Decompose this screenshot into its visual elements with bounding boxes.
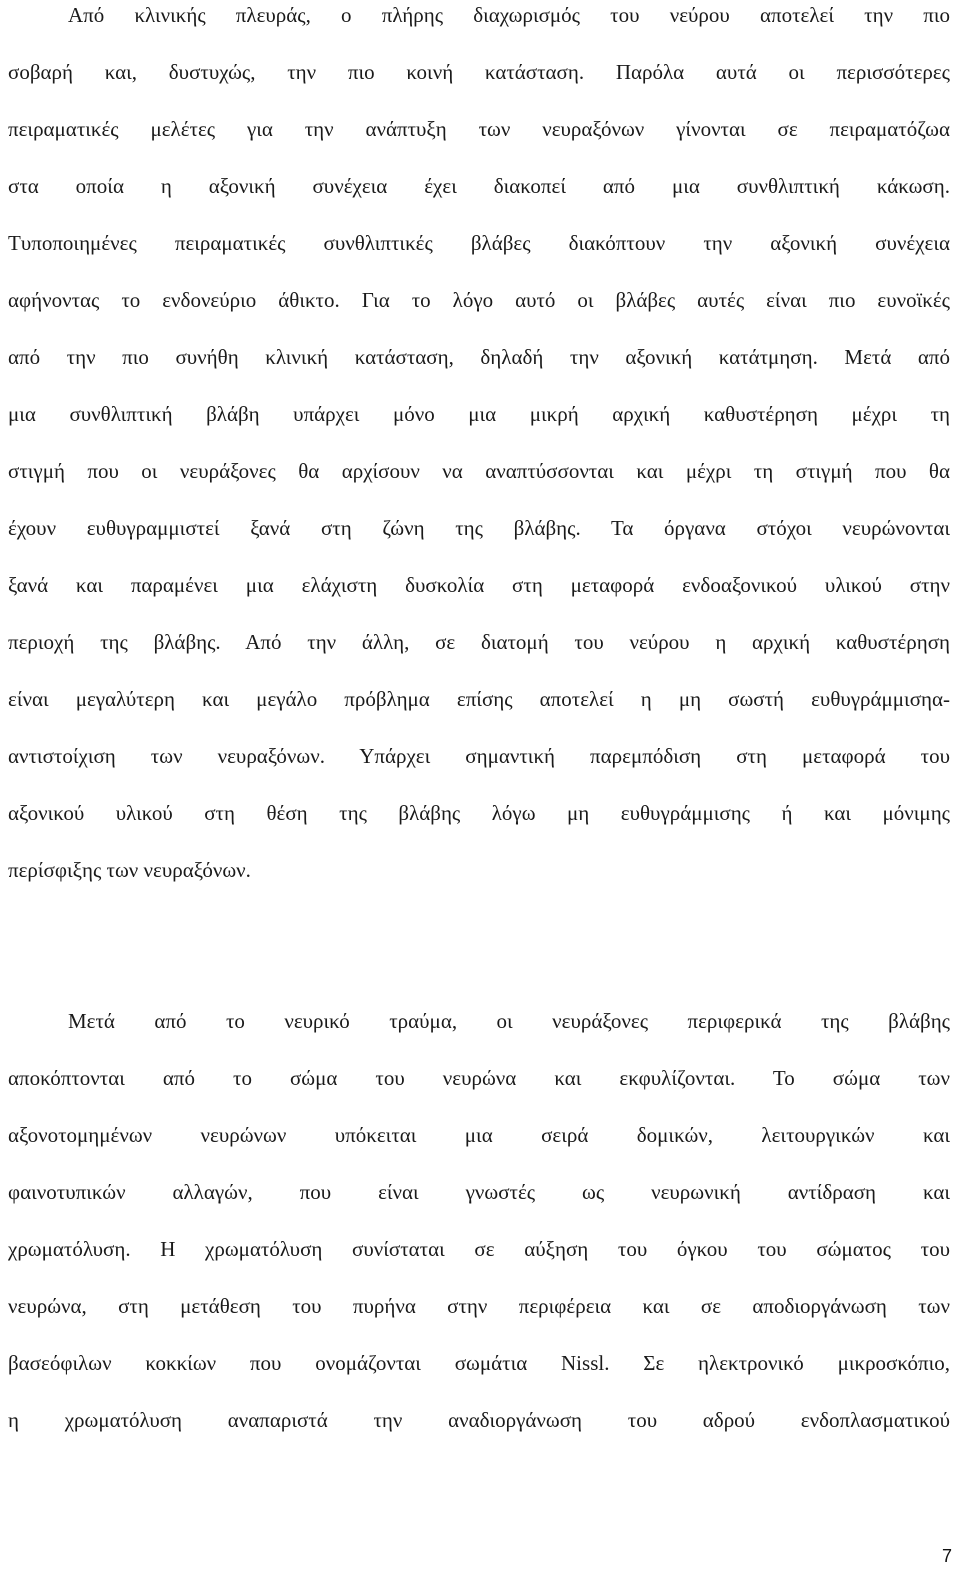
text-line: μια συνθλιπτική βλάβη υπάρχει μόνο μια μικρή αρχική καθυστέρηση μέχρι τη xyxy=(8,402,950,426)
text-line: στιγμή που οι νευράξονες θα αρχίσουν να αναπτύσσονται και μέχρι τη στιγμή που θα xyxy=(8,459,950,483)
text-line: νευρώνα, στη μετάθεση του πυρήνα στην περιφέρεια και σε αποδιοργάνωση των xyxy=(8,1294,950,1318)
text-line: Από κλινικής πλευράς, ο πλήρης διαχωρισμός του νεύρου αποτελεί την πιο xyxy=(68,3,950,27)
text-line: η χρωματόλυση αναπαριστά την αναδιοργάνωση του αδρού ενδοπλασματικού xyxy=(8,1408,950,1432)
paragraph-2 xyxy=(8,1006,950,1462)
text-line: ξανά και παραμένει μια ελάχιστη δυσκολία στη μεταφορά ενδοαξονικού υλικού στην xyxy=(8,573,950,597)
text-line: αξονικού υλικού στη θέση της βλάβης λόγω μη ευθυγράμμισης ή και μόνιμης xyxy=(8,801,950,825)
page-number: 7 xyxy=(941,1546,952,1566)
text-line: είναι μεγαλύτερη και μεγάλο πρόβλημα επίσης αποτελεί η μη σωστή ευθυγράμμισηα- xyxy=(8,687,950,711)
text-line: από την πιο συνήθη κλινική κατάσταση, δηλαδή την αξονική κατάτμηση. Μετά από xyxy=(8,345,950,369)
text-line: φαινοτυπικών αλλαγών, που είναι γνωστές ως νευρωνική αντίδραση και xyxy=(8,1180,950,1204)
text-line: περίσφιξης των νευραξόνων. xyxy=(8,858,251,882)
text-line: βασεόφιλων κοκκίων που ονομάζονται σωμάτια Nissl. Σε ηλεκτρονικό μικροσκόπιο, xyxy=(8,1351,950,1375)
text-line: αξονοτομημένων νευρώνων υπόκειται μια σειρά δομικών, λειτουργικών και xyxy=(8,1123,950,1147)
text-line: χρωματόλυση. Η χρωματόλυση συνίσταται σε αύξηση του όγκου του σώματος του xyxy=(8,1237,950,1261)
text-line: αντιστοίχιση των νευραξόνων. Υπάρχει σημαντική παρεμπόδιση στη μεταφορά του xyxy=(8,744,950,768)
text-line: έχουν ευθυγραμμιστεί ξανά στη ζώνη της βλάβης. Τα όργανα στόχοι νευρώνονται xyxy=(8,516,950,540)
text-line: Μετά από το νευρικό τραύμα, οι νευράξονες περιφερικά της βλάβης xyxy=(68,1009,950,1033)
text-line: αφήνοντας το ενδονεύριο άθικτο. Για το λόγο αυτό οι βλάβες αυτές είναι πιο ευνοϊκές xyxy=(8,288,950,312)
paragraph-1 xyxy=(8,0,950,912)
text-line: σοβαρή και, δυστυχώς, την πιο κοινή κατάσταση. Παρόλα αυτά οι περισσότερες xyxy=(8,60,950,84)
text-line: περιοχή της βλάβης. Από την άλλη, σε διατομή του νεύρου η αρχική καθυστέρηση xyxy=(8,630,950,654)
text-line: στα οποία η αξονική συνέχεια έχει διακοπεί από μια συνθλιπτική κάκωση. xyxy=(8,174,950,198)
text-line: πειραματικές μελέτες για την ανάπτυξη των νευραξόνων γίνονται σε πειραματόζωα xyxy=(8,117,950,141)
text-line: αποκόπτονται από το σώμα του νευρώνα και εκφυλίζονται. Το σώμα των xyxy=(8,1066,950,1090)
text-line: Τυποποιημένες πειραματικές συνθλιπτικές βλάβες διακόπτουν την αξονική συνέχεια xyxy=(8,231,950,255)
